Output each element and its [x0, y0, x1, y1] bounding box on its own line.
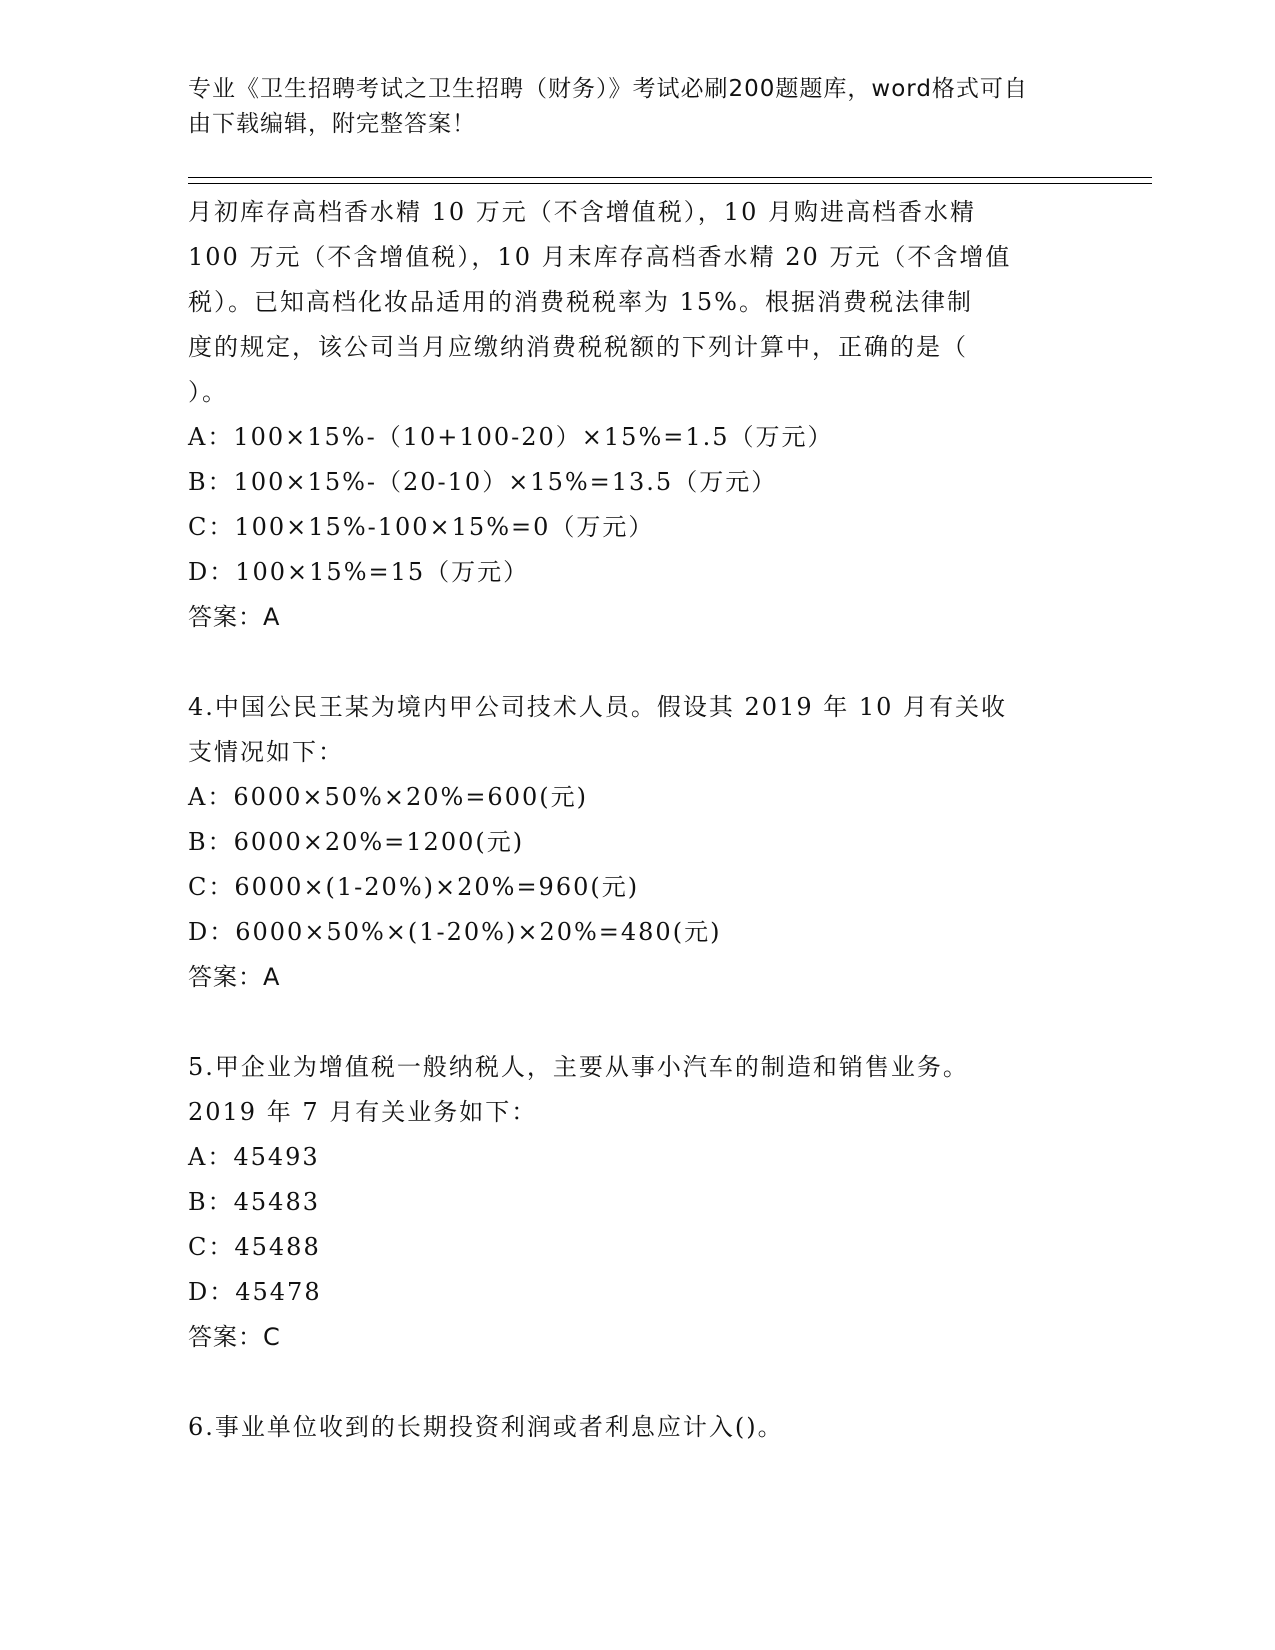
question-stem-line: 度的规定，该公司当月应缴纳消费税税额的下列计算中，正确的是（: [188, 333, 968, 361]
option-b: B：100×15%-（20-10）×15%=13.5（万元）: [188, 468, 778, 496]
question-stem-line: 6.事业单位收到的长期投资利润或者利息应计入()。: [188, 1413, 784, 1441]
answer-label: 答案：A: [188, 963, 281, 991]
question-stem-line: 支情况如下：: [188, 738, 344, 766]
option-b: B：45483: [188, 1188, 320, 1216]
question-stem-line: 100 万元（不含增值税），10 月末库存高档香水精 20 万元（不含增值: [188, 243, 1012, 271]
question-stem-line: ）。: [188, 378, 228, 406]
option-c: C：6000×(1-20%)×20%=960(元): [188, 873, 640, 901]
option-a: A：6000×50%×20%=600(元): [188, 783, 588, 811]
question-stem-line: 5.甲企业为增值税一般纳税人，主要从事小汽车的制造和销售业务。: [188, 1053, 969, 1081]
option-d: D：6000×50%×(1-20%)×20%=480(元): [188, 918, 722, 946]
question-stem-line: 2019 年 7 月有关业务如下：: [188, 1098, 538, 1126]
document-header: [188, 72, 1088, 142]
answer-label: 答案：C: [188, 1323, 281, 1351]
option-c: C：45488: [188, 1233, 321, 1261]
header-line-1: 专业《卫生招聘考试之卫生招聘（财务）》考试必刷200题题库，word格式可自: [188, 76, 1028, 102]
header-divider-top: [188, 177, 1152, 178]
question-stem-line: 月初库存高档香水精 10 万元（不含增值税），10 月购进高档香水精: [188, 198, 976, 226]
header-divider-bottom: [188, 183, 1152, 184]
option-c: C：100×15%-100×15%=0（万元）: [188, 513, 655, 541]
question-stem-line: 4.中国公民王某为境内甲公司技术人员。假设其 2019 年 10 月有关收: [188, 693, 1008, 721]
option-d: D：100×15%=15（万元）: [188, 558, 530, 586]
option-d: D：45478: [188, 1278, 322, 1306]
header-line-2: 由下载编辑，附完整答案！: [188, 111, 476, 137]
option-a: A：45493: [188, 1143, 320, 1171]
option-a: A：100×15%-（10+100-20）×15%=1.5（万元）: [188, 423, 834, 451]
question-stem-line: 税）。已知高档化妆品适用的消费税税率为 15%。根据消费税法律制: [188, 288, 973, 316]
option-b: B：6000×20%=1200(元): [188, 828, 525, 856]
answer-label: 答案：A: [188, 603, 281, 631]
